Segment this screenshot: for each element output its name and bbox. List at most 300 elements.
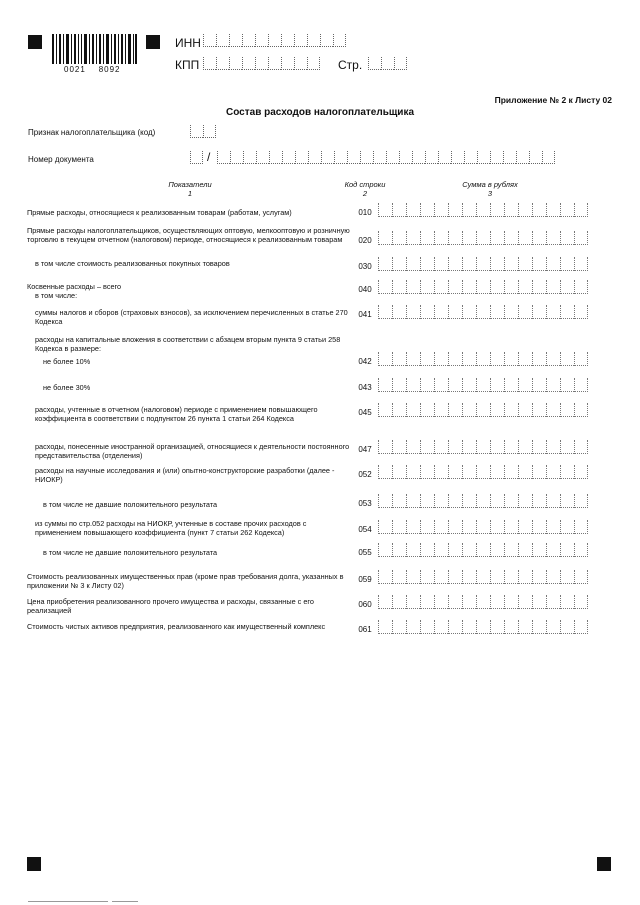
input-cell[interactable] bbox=[406, 403, 420, 417]
input-cell[interactable] bbox=[546, 257, 560, 271]
input-cell[interactable] bbox=[368, 57, 381, 70]
sum-input-cells[interactable] bbox=[378, 595, 588, 609]
input-cell[interactable] bbox=[574, 465, 588, 479]
input-cell[interactable] bbox=[392, 352, 406, 366]
input-cell[interactable] bbox=[462, 231, 476, 245]
input-cell[interactable] bbox=[392, 465, 406, 479]
input-cell[interactable] bbox=[420, 352, 434, 366]
input-cell[interactable] bbox=[420, 570, 434, 584]
input-cell[interactable] bbox=[420, 440, 434, 454]
sum-input-cells[interactable] bbox=[378, 280, 588, 294]
input-cell[interactable] bbox=[406, 620, 420, 634]
input-cell[interactable] bbox=[504, 520, 518, 534]
input-cell[interactable] bbox=[574, 203, 588, 217]
input-cell[interactable] bbox=[392, 257, 406, 271]
input-cell[interactable] bbox=[420, 595, 434, 609]
input-cell[interactable] bbox=[546, 543, 560, 557]
input-cell[interactable] bbox=[406, 465, 420, 479]
input-cell[interactable] bbox=[448, 257, 462, 271]
input-cell[interactable] bbox=[406, 305, 420, 319]
input-cell[interactable] bbox=[434, 570, 448, 584]
input-cell[interactable] bbox=[532, 570, 546, 584]
input-cell[interactable] bbox=[320, 34, 333, 47]
input-cell[interactable] bbox=[434, 520, 448, 534]
input-cell[interactable] bbox=[532, 494, 546, 508]
input-cell[interactable] bbox=[406, 520, 420, 534]
input-cell[interactable] bbox=[448, 520, 462, 534]
input-cell[interactable] bbox=[529, 151, 542, 164]
input-cell[interactable] bbox=[574, 440, 588, 454]
input-cell[interactable] bbox=[307, 57, 320, 70]
input-cell[interactable] bbox=[281, 34, 294, 47]
input-cell[interactable] bbox=[434, 403, 448, 417]
input-cell[interactable] bbox=[406, 440, 420, 454]
input-cell[interactable] bbox=[434, 203, 448, 217]
sum-input-cells[interactable] bbox=[378, 257, 588, 271]
sum-input-cells[interactable] bbox=[378, 543, 588, 557]
input-cell[interactable] bbox=[406, 231, 420, 245]
input-cell[interactable] bbox=[448, 352, 462, 366]
input-cell[interactable] bbox=[268, 34, 281, 47]
input-cell[interactable] bbox=[294, 57, 307, 70]
input-cell[interactable] bbox=[406, 352, 420, 366]
sum-input-cells[interactable] bbox=[378, 465, 588, 479]
input-cell[interactable] bbox=[560, 520, 574, 534]
input-cell[interactable] bbox=[476, 494, 490, 508]
input-cell[interactable] bbox=[504, 570, 518, 584]
input-cell[interactable] bbox=[448, 570, 462, 584]
input-cell[interactable] bbox=[504, 378, 518, 392]
input-cell[interactable] bbox=[532, 378, 546, 392]
input-cell[interactable] bbox=[542, 151, 555, 164]
input-cell[interactable] bbox=[462, 352, 476, 366]
input-cell[interactable] bbox=[448, 203, 462, 217]
input-cell[interactable] bbox=[518, 570, 532, 584]
taxpayer-sign-cells[interactable] bbox=[190, 125, 216, 138]
input-cell[interactable] bbox=[256, 151, 269, 164]
input-cell[interactable] bbox=[462, 520, 476, 534]
input-cell[interactable] bbox=[476, 403, 490, 417]
input-cell[interactable] bbox=[378, 570, 392, 584]
input-cell[interactable] bbox=[378, 440, 392, 454]
input-cell[interactable] bbox=[462, 203, 476, 217]
input-cell[interactable] bbox=[560, 620, 574, 634]
input-cell[interactable] bbox=[504, 231, 518, 245]
input-cell[interactable] bbox=[560, 465, 574, 479]
input-cell[interactable] bbox=[406, 543, 420, 557]
input-cell[interactable] bbox=[308, 151, 321, 164]
input-cell[interactable] bbox=[406, 203, 420, 217]
input-cell[interactable] bbox=[392, 305, 406, 319]
input-cell[interactable] bbox=[420, 620, 434, 634]
input-cell[interactable] bbox=[216, 57, 229, 70]
input-cell[interactable] bbox=[448, 305, 462, 319]
input-cell[interactable] bbox=[518, 352, 532, 366]
input-cell[interactable] bbox=[518, 595, 532, 609]
input-cell[interactable] bbox=[378, 257, 392, 271]
input-cell[interactable] bbox=[434, 280, 448, 294]
input-cell[interactable] bbox=[574, 570, 588, 584]
input-cell[interactable] bbox=[269, 151, 282, 164]
input-cell[interactable] bbox=[504, 305, 518, 319]
input-cell[interactable] bbox=[476, 231, 490, 245]
input-cell[interactable] bbox=[451, 151, 464, 164]
input-cell[interactable] bbox=[230, 151, 243, 164]
input-cell[interactable] bbox=[378, 494, 392, 508]
input-cell[interactable] bbox=[434, 465, 448, 479]
input-cell[interactable] bbox=[560, 494, 574, 508]
input-cell[interactable] bbox=[518, 305, 532, 319]
sum-input-cells[interactable] bbox=[378, 570, 588, 584]
input-cell[interactable] bbox=[392, 494, 406, 508]
input-cell[interactable] bbox=[406, 280, 420, 294]
input-cell[interactable] bbox=[448, 440, 462, 454]
input-cell[interactable] bbox=[546, 465, 560, 479]
input-cell[interactable] bbox=[448, 620, 462, 634]
input-cell[interactable] bbox=[518, 280, 532, 294]
input-cell[interactable] bbox=[373, 151, 386, 164]
input-cell[interactable] bbox=[504, 595, 518, 609]
input-cell[interactable] bbox=[420, 465, 434, 479]
sum-input-cells[interactable] bbox=[378, 520, 588, 534]
input-cell[interactable] bbox=[504, 403, 518, 417]
input-cell[interactable] bbox=[546, 352, 560, 366]
input-cell[interactable] bbox=[420, 494, 434, 508]
input-cell[interactable] bbox=[255, 57, 268, 70]
input-cell[interactable] bbox=[378, 595, 392, 609]
input-cell[interactable] bbox=[412, 151, 425, 164]
input-cell[interactable] bbox=[560, 570, 574, 584]
input-cell[interactable] bbox=[574, 231, 588, 245]
input-cell[interactable] bbox=[378, 520, 392, 534]
input-cell[interactable] bbox=[394, 57, 407, 70]
input-cell[interactable] bbox=[425, 151, 438, 164]
input-cell[interactable] bbox=[490, 280, 504, 294]
input-cell[interactable] bbox=[229, 34, 242, 47]
input-cell[interactable] bbox=[448, 378, 462, 392]
input-cell[interactable] bbox=[406, 570, 420, 584]
input-cell[interactable] bbox=[476, 203, 490, 217]
input-cell[interactable] bbox=[448, 543, 462, 557]
input-cell[interactable] bbox=[347, 151, 360, 164]
sum-input-cells[interactable] bbox=[378, 620, 588, 634]
input-cell[interactable] bbox=[242, 34, 255, 47]
input-cell[interactable] bbox=[518, 403, 532, 417]
sum-input-cells[interactable] bbox=[378, 378, 588, 392]
input-cell[interactable] bbox=[504, 494, 518, 508]
input-cell[interactable] bbox=[321, 151, 334, 164]
input-cell[interactable] bbox=[282, 151, 295, 164]
input-cell[interactable] bbox=[434, 494, 448, 508]
input-cell[interactable] bbox=[378, 305, 392, 319]
inn-cells[interactable] bbox=[203, 34, 346, 47]
input-cell[interactable] bbox=[532, 352, 546, 366]
input-cell[interactable] bbox=[378, 465, 392, 479]
input-cell[interactable] bbox=[546, 403, 560, 417]
input-cell[interactable] bbox=[518, 231, 532, 245]
input-cell[interactable] bbox=[490, 440, 504, 454]
input-cell[interactable] bbox=[392, 378, 406, 392]
input-cell[interactable] bbox=[392, 203, 406, 217]
input-cell[interactable] bbox=[392, 403, 406, 417]
input-cell[interactable] bbox=[504, 465, 518, 479]
input-cell[interactable] bbox=[229, 57, 242, 70]
input-cell[interactable] bbox=[490, 151, 503, 164]
sum-input-cells[interactable] bbox=[378, 403, 588, 417]
input-cell[interactable] bbox=[462, 543, 476, 557]
input-cell[interactable] bbox=[476, 257, 490, 271]
input-cell[interactable] bbox=[216, 34, 229, 47]
input-cell[interactable] bbox=[378, 280, 392, 294]
input-cell[interactable] bbox=[434, 440, 448, 454]
input-cell[interactable] bbox=[434, 257, 448, 271]
input-cell[interactable] bbox=[334, 151, 347, 164]
input-cell[interactable] bbox=[504, 257, 518, 271]
input-cell[interactable] bbox=[518, 465, 532, 479]
input-cell[interactable] bbox=[532, 403, 546, 417]
document-number-cells-a[interactable] bbox=[190, 151, 203, 164]
input-cell[interactable] bbox=[420, 231, 434, 245]
input-cell[interactable] bbox=[532, 620, 546, 634]
input-cell[interactable] bbox=[560, 378, 574, 392]
input-cell[interactable] bbox=[476, 595, 490, 609]
input-cell[interactable] bbox=[560, 440, 574, 454]
input-cell[interactable] bbox=[434, 231, 448, 245]
input-cell[interactable] bbox=[490, 378, 504, 392]
input-cell[interactable] bbox=[392, 280, 406, 294]
input-cell[interactable] bbox=[420, 520, 434, 534]
input-cell[interactable] bbox=[448, 280, 462, 294]
input-cell[interactable] bbox=[190, 151, 203, 164]
input-cell[interactable] bbox=[504, 203, 518, 217]
input-cell[interactable] bbox=[546, 305, 560, 319]
input-cell[interactable] bbox=[420, 305, 434, 319]
input-cell[interactable] bbox=[420, 203, 434, 217]
input-cell[interactable] bbox=[462, 280, 476, 294]
input-cell[interactable] bbox=[476, 378, 490, 392]
input-cell[interactable] bbox=[532, 595, 546, 609]
input-cell[interactable] bbox=[574, 378, 588, 392]
input-cell[interactable] bbox=[438, 151, 451, 164]
sum-input-cells[interactable] bbox=[378, 203, 588, 217]
input-cell[interactable] bbox=[490, 403, 504, 417]
input-cell[interactable] bbox=[560, 231, 574, 245]
input-cell[interactable] bbox=[462, 465, 476, 479]
input-cell[interactable] bbox=[532, 280, 546, 294]
input-cell[interactable] bbox=[378, 620, 392, 634]
input-cell[interactable] bbox=[490, 465, 504, 479]
input-cell[interactable] bbox=[574, 620, 588, 634]
input-cell[interactable] bbox=[518, 257, 532, 271]
input-cell[interactable] bbox=[560, 543, 574, 557]
input-cell[interactable] bbox=[476, 465, 490, 479]
input-cell[interactable] bbox=[462, 257, 476, 271]
input-cell[interactable] bbox=[378, 543, 392, 557]
input-cell[interactable] bbox=[546, 570, 560, 584]
input-cell[interactable] bbox=[406, 257, 420, 271]
input-cell[interactable] bbox=[392, 620, 406, 634]
document-number-cells-b[interactable] bbox=[217, 151, 555, 164]
input-cell[interactable] bbox=[504, 280, 518, 294]
input-cell[interactable] bbox=[532, 203, 546, 217]
input-cell[interactable] bbox=[406, 595, 420, 609]
input-cell[interactable] bbox=[281, 57, 294, 70]
input-cell[interactable] bbox=[560, 203, 574, 217]
input-cell[interactable] bbox=[420, 403, 434, 417]
input-cell[interactable] bbox=[434, 352, 448, 366]
input-cell[interactable] bbox=[448, 595, 462, 609]
input-cell[interactable] bbox=[532, 440, 546, 454]
input-cell[interactable] bbox=[378, 231, 392, 245]
input-cell[interactable] bbox=[490, 231, 504, 245]
input-cell[interactable] bbox=[448, 465, 462, 479]
input-cell[interactable] bbox=[518, 440, 532, 454]
input-cell[interactable] bbox=[360, 151, 373, 164]
input-cell[interactable] bbox=[518, 620, 532, 634]
input-cell[interactable] bbox=[294, 34, 307, 47]
input-cell[interactable] bbox=[392, 440, 406, 454]
input-cell[interactable] bbox=[546, 378, 560, 392]
input-cell[interactable] bbox=[546, 520, 560, 534]
input-cell[interactable] bbox=[476, 305, 490, 319]
input-cell[interactable] bbox=[462, 595, 476, 609]
input-cell[interactable] bbox=[392, 570, 406, 584]
input-cell[interactable] bbox=[546, 280, 560, 294]
input-cell[interactable] bbox=[532, 465, 546, 479]
input-cell[interactable] bbox=[203, 125, 216, 138]
input-cell[interactable] bbox=[476, 440, 490, 454]
input-cell[interactable] bbox=[242, 57, 255, 70]
input-cell[interactable] bbox=[532, 520, 546, 534]
input-cell[interactable] bbox=[546, 203, 560, 217]
input-cell[interactable] bbox=[574, 352, 588, 366]
input-cell[interactable] bbox=[490, 570, 504, 584]
input-cell[interactable] bbox=[504, 440, 518, 454]
input-cell[interactable] bbox=[518, 494, 532, 508]
input-cell[interactable] bbox=[560, 280, 574, 294]
input-cell[interactable] bbox=[490, 352, 504, 366]
input-cell[interactable] bbox=[420, 257, 434, 271]
input-cell[interactable] bbox=[462, 378, 476, 392]
input-cell[interactable] bbox=[476, 543, 490, 557]
input-cell[interactable] bbox=[476, 620, 490, 634]
input-cell[interactable] bbox=[476, 570, 490, 584]
input-cell[interactable] bbox=[546, 494, 560, 508]
input-cell[interactable] bbox=[462, 570, 476, 584]
input-cell[interactable] bbox=[574, 305, 588, 319]
input-cell[interactable] bbox=[490, 595, 504, 609]
input-cell[interactable] bbox=[268, 57, 281, 70]
input-cell[interactable] bbox=[399, 151, 412, 164]
input-cell[interactable] bbox=[518, 378, 532, 392]
input-cell[interactable] bbox=[420, 378, 434, 392]
input-cell[interactable] bbox=[574, 280, 588, 294]
input-cell[interactable] bbox=[516, 151, 529, 164]
input-cell[interactable] bbox=[333, 34, 346, 47]
input-cell[interactable] bbox=[546, 620, 560, 634]
input-cell[interactable] bbox=[420, 280, 434, 294]
input-cell[interactable] bbox=[434, 305, 448, 319]
input-cell[interactable] bbox=[532, 305, 546, 319]
sum-input-cells[interactable] bbox=[378, 305, 588, 319]
input-cell[interactable] bbox=[434, 595, 448, 609]
input-cell[interactable] bbox=[190, 125, 203, 138]
input-cell[interactable] bbox=[420, 543, 434, 557]
input-cell[interactable] bbox=[560, 257, 574, 271]
input-cell[interactable] bbox=[532, 543, 546, 557]
input-cell[interactable] bbox=[574, 494, 588, 508]
input-cell[interactable] bbox=[560, 403, 574, 417]
input-cell[interactable] bbox=[560, 595, 574, 609]
input-cell[interactable] bbox=[462, 305, 476, 319]
input-cell[interactable] bbox=[476, 520, 490, 534]
input-cell[interactable] bbox=[518, 520, 532, 534]
input-cell[interactable] bbox=[574, 257, 588, 271]
input-cell[interactable] bbox=[448, 494, 462, 508]
input-cell[interactable] bbox=[546, 595, 560, 609]
input-cell[interactable] bbox=[434, 543, 448, 557]
input-cell[interactable] bbox=[546, 440, 560, 454]
input-cell[interactable] bbox=[490, 494, 504, 508]
input-cell[interactable] bbox=[504, 543, 518, 557]
input-cell[interactable] bbox=[392, 520, 406, 534]
sum-input-cells[interactable] bbox=[378, 440, 588, 454]
sum-input-cells[interactable] bbox=[378, 231, 588, 245]
input-cell[interactable] bbox=[574, 520, 588, 534]
input-cell[interactable] bbox=[406, 378, 420, 392]
input-cell[interactable] bbox=[378, 378, 392, 392]
input-cell[interactable] bbox=[448, 231, 462, 245]
input-cell[interactable] bbox=[504, 352, 518, 366]
input-cell[interactable] bbox=[504, 620, 518, 634]
input-cell[interactable] bbox=[307, 34, 320, 47]
input-cell[interactable] bbox=[560, 352, 574, 366]
input-cell[interactable] bbox=[295, 151, 308, 164]
input-cell[interactable] bbox=[462, 440, 476, 454]
sum-input-cells[interactable] bbox=[378, 352, 588, 366]
input-cell[interactable] bbox=[490, 203, 504, 217]
input-cell[interactable] bbox=[378, 203, 392, 217]
input-cell[interactable] bbox=[381, 57, 394, 70]
input-cell[interactable] bbox=[203, 34, 216, 47]
input-cell[interactable] bbox=[532, 231, 546, 245]
input-cell[interactable] bbox=[462, 403, 476, 417]
kpp-cells[interactable] bbox=[203, 57, 320, 70]
input-cell[interactable] bbox=[217, 151, 230, 164]
input-cell[interactable] bbox=[574, 595, 588, 609]
input-cell[interactable] bbox=[574, 543, 588, 557]
input-cell[interactable] bbox=[434, 378, 448, 392]
sum-input-cells[interactable] bbox=[378, 494, 588, 508]
input-cell[interactable] bbox=[560, 305, 574, 319]
input-cell[interactable] bbox=[464, 151, 477, 164]
input-cell[interactable] bbox=[490, 305, 504, 319]
input-cell[interactable] bbox=[406, 494, 420, 508]
input-cell[interactable] bbox=[476, 352, 490, 366]
input-cell[interactable] bbox=[490, 520, 504, 534]
input-cell[interactable] bbox=[518, 543, 532, 557]
input-cell[interactable] bbox=[434, 620, 448, 634]
page-cells[interactable] bbox=[368, 57, 407, 70]
input-cell[interactable] bbox=[255, 34, 268, 47]
input-cell[interactable] bbox=[546, 231, 560, 245]
input-cell[interactable] bbox=[462, 620, 476, 634]
input-cell[interactable] bbox=[490, 543, 504, 557]
input-cell[interactable] bbox=[378, 352, 392, 366]
input-cell[interactable] bbox=[462, 494, 476, 508]
input-cell[interactable] bbox=[392, 595, 406, 609]
input-cell[interactable] bbox=[448, 403, 462, 417]
